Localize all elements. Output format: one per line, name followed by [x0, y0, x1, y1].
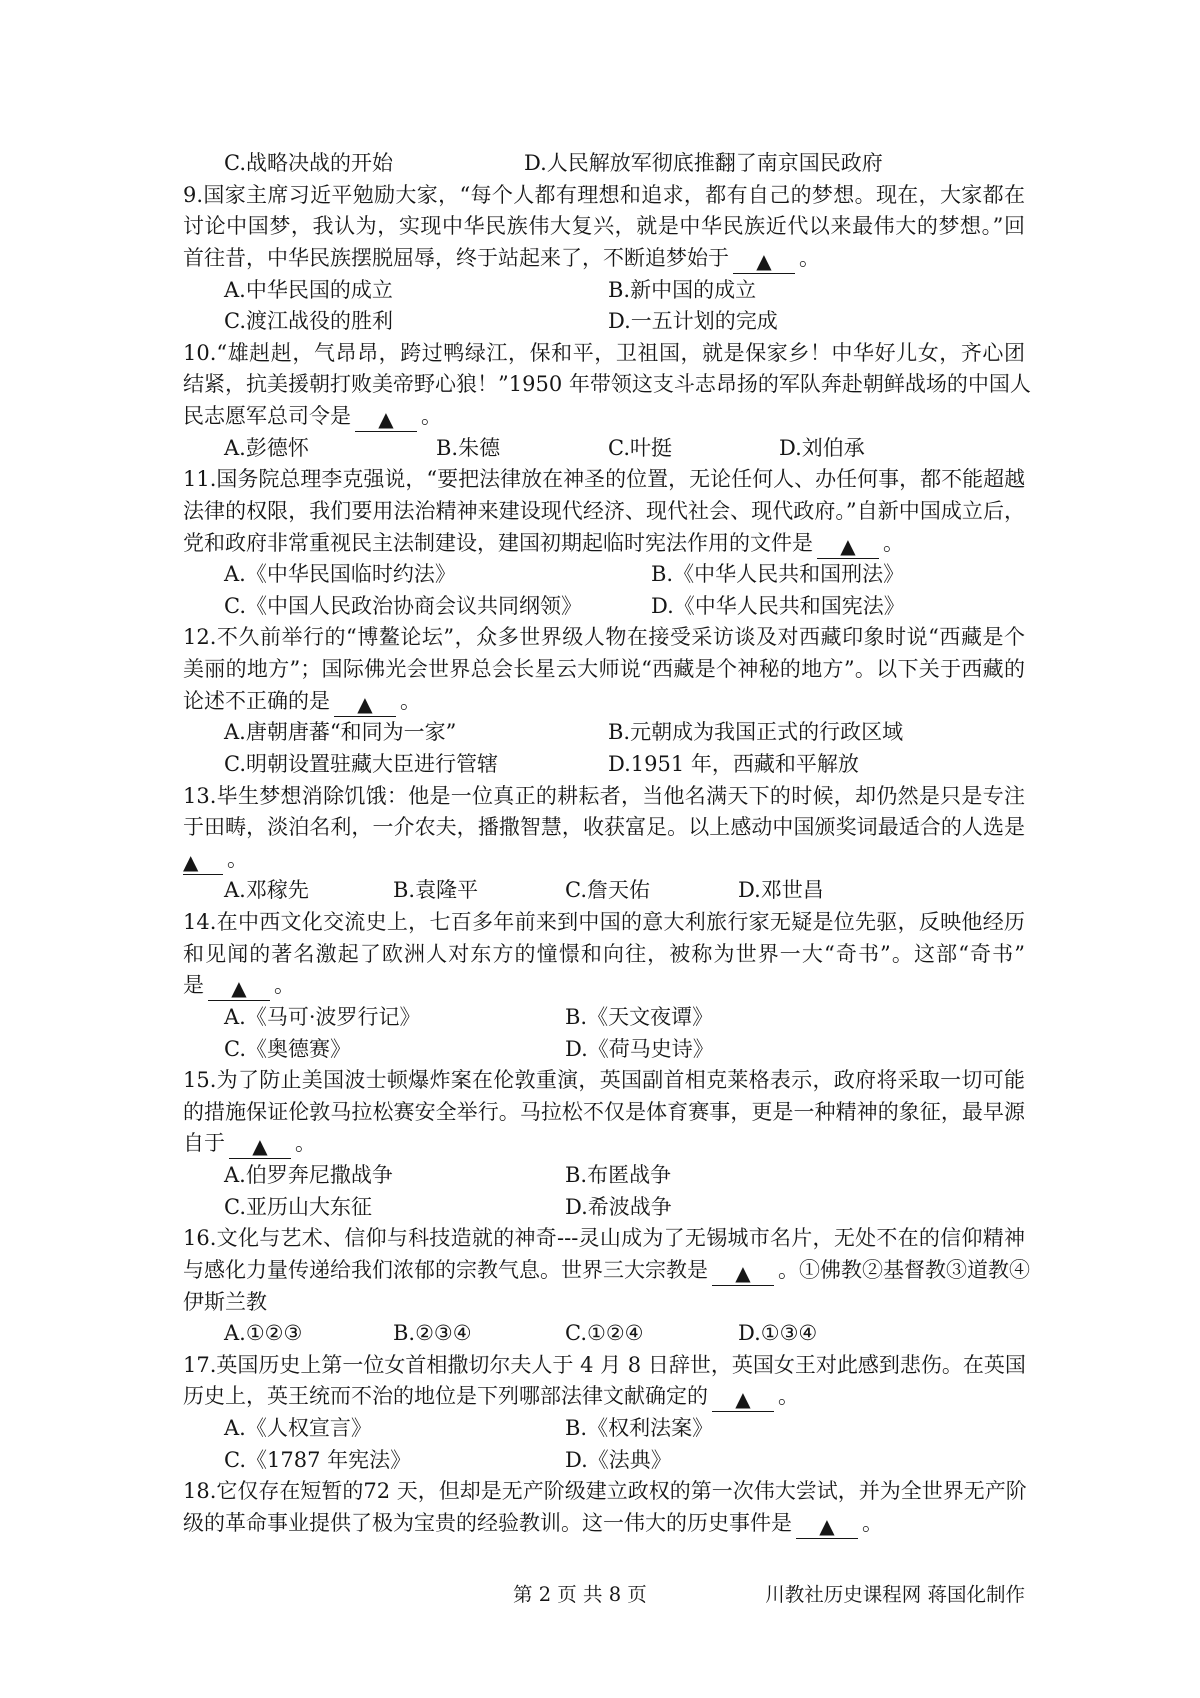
answer-option: D.《中华人民共和国宪法》 — [651, 593, 905, 618]
question-stem-line: 15.为了防止美国波士顿爆炸案在伦敦重演，英国副首相克莱格表示，政府将采取一切可能 — [183, 1068, 1025, 1093]
answer-option: B.元朝成为我国正式的行政区域 — [608, 720, 904, 745]
question-stem-line: 18.它仅存在短暂的72 天，但却是无产阶级建立政权的第一次伟大尝试，并为全世界无产阶 — [183, 1479, 1027, 1504]
blank-marker: ▲ — [378, 407, 394, 431]
question-stem-line — [183, 1128, 1025, 1160]
question-stem-line: 13.毕生梦想消除饥饿：他是一位真正的耕耘者，当他名满天下的时候，却仍然是只是专注 — [183, 783, 1025, 808]
question-17 — [183, 1350, 1025, 1477]
question-stem-line: 和见闻的著名激起了欧洲人对东方的憧憬和向往，被称为世界一大“奇书”。这部“奇书” — [183, 941, 1025, 966]
question-stem-line — [183, 528, 1025, 560]
answer-option: C.明朝设置驻藏大臣进行管辖 — [224, 751, 498, 776]
blank-marker: ▲ — [735, 1260, 751, 1285]
stem-text: 首往昔，中华民族摆脱屈辱，终于站起来了，不断追梦始于 — [183, 245, 729, 270]
answer-blank — [208, 976, 270, 1001]
options-row — [183, 1034, 1025, 1066]
question-12 — [183, 622, 1025, 780]
answer-option: B.②③④ — [393, 1321, 472, 1346]
stem-text: 级的革命事业提供了极为宝贵的经验教训。这一伟大的历史事件是 — [183, 1510, 792, 1535]
options-row — [183, 875, 1025, 907]
answer-option: D.1951 年，西藏和平解放 — [608, 751, 859, 776]
stem-text: 。 — [799, 245, 820, 270]
question-14 — [183, 907, 1025, 1065]
stem-text: 是 — [183, 973, 204, 998]
stem-text: 。 — [274, 973, 295, 998]
footer-credit: 川教社历史课程网 蒋国化制作 — [765, 1583, 1025, 1606]
stem-text: 党和政府非常重视民主法制建设，建国初期起临时宪法作用的文件是 — [183, 530, 813, 555]
answer-option: D.刘伯承 — [779, 435, 865, 460]
answer-option: A.①②③ — [224, 1321, 303, 1346]
question-10 — [183, 338, 1031, 465]
blank-marker: ▲ — [819, 1513, 835, 1538]
options-row — [183, 306, 1025, 338]
blank-marker: ▲ — [840, 533, 856, 558]
question-stem-line: 9.国家主席习近平勉励大家，“每个人都有理想和追求，都有自己的梦想。现在，大家都在 — [183, 182, 1025, 207]
options-row — [183, 1160, 1025, 1192]
answer-option: B.朱德 — [436, 435, 501, 460]
answer-blank — [817, 534, 879, 559]
answer-option: C.渡江战役的胜利 — [224, 309, 393, 334]
stem-text: 。 — [400, 688, 421, 713]
answer-option: C.詹天佑 — [565, 878, 650, 903]
question-stem-line — [183, 1508, 1025, 1540]
answer-option: C.战略决战的开始 — [224, 151, 393, 175]
answer-option: C.亚历山大东征 — [224, 1194, 372, 1219]
answer-option: B.《天文夜谭》 — [565, 1004, 714, 1029]
options-row — [183, 275, 1025, 307]
stem-text: 民志愿军总司令是 — [183, 404, 351, 428]
stem-text: 论述不正确的是 — [183, 688, 330, 713]
answer-blank — [334, 692, 396, 717]
answer-option: B.袁隆平 — [393, 878, 479, 903]
question-15 — [183, 1065, 1025, 1223]
answer-option: C.叶挺 — [608, 435, 672, 460]
question-stem-line: 伊斯兰教 — [183, 1289, 267, 1314]
question-16 — [183, 1223, 1030, 1350]
question-stem-line: 12.不久前举行的“博鳌论坛”，众多世界级人物在接受采访谈及对西藏印象时说“西藏是个 — [183, 625, 1025, 650]
question-stem-line — [183, 1255, 1030, 1287]
blank-marker: ▲ — [252, 1134, 268, 1159]
blank-marker: ▲ — [756, 248, 772, 273]
question-stem-line: 法律的权限，我们要用法治精神来建设现代经济、现代社会、现代政府。”自新中国成立后， — [183, 498, 1025, 523]
question-stem-line: 14.在中西文化交流史上，七百多年前来到中国的意大利旅行家无疑是位先驱，反映他经历 — [183, 910, 1025, 934]
question-stem-line — [183, 844, 1025, 876]
question-13 — [183, 781, 1025, 908]
answer-option: A.《人权宣言》 — [224, 1416, 372, 1440]
stem-text: 与感化力量传递给我们浓郁的宗教气息。世界三大宗教是 — [183, 1257, 708, 1282]
answer-option: B.新中国的成立 — [608, 277, 757, 302]
question-stem-line: 10.“雄赳赳，气昂昂，跨过鸭绿江，保和平，卫祖国，就是保家乡！中华好儿女，齐心团 — [183, 340, 1025, 365]
answer-blank — [796, 1514, 858, 1539]
options-row — [183, 1192, 1025, 1224]
answer-option: C.①②④ — [565, 1321, 644, 1346]
question-stem-line: 美丽的地方”；国际佛光会世界总会长星云大师说“西藏是个神秘的地方”。以下关于西藏的 — [183, 657, 1025, 681]
answer-option: B.《中华人民共和国刑法》 — [651, 562, 905, 587]
question-stem-line — [183, 686, 1025, 718]
question-stem-line: 16.文化与艺术、信仰与科技造就的神奇---灵山成为了无锡城市名片，无处不在的信仰精神 — [183, 1226, 1025, 1251]
answer-option: C.《中国人民政治协商会议共同纲领》 — [224, 593, 582, 618]
question-stem-line — [183, 401, 1025, 433]
answer-blank — [712, 1261, 774, 1286]
answer-option: C.《1787 年宪法》 — [224, 1447, 412, 1472]
stem-text: 。 — [778, 1384, 799, 1409]
blank-marker: ▲ — [183, 849, 199, 874]
stem-text: 。 — [295, 1131, 316, 1156]
stem-text: 自于 — [183, 1131, 225, 1156]
stem-text: 。 — [862, 1510, 883, 1535]
answer-option: D.《荷马史诗》 — [565, 1036, 714, 1061]
question-stem-line: 讨论中国梦，我认为，实现中华民族伟大复兴，就是中华民族近代以来最伟大的梦想。”回 — [183, 214, 1025, 239]
answer-option: B.布匿战争 — [565, 1163, 672, 1187]
options-row — [183, 1413, 1025, 1445]
options-row — [183, 433, 1025, 465]
answer-option: D.①③④ — [738, 1321, 818, 1346]
answer-option: B.《权利法案》 — [565, 1416, 714, 1440]
blank-marker: ▲ — [231, 976, 247, 1001]
question-9 — [183, 180, 1025, 338]
page-number: 第 2 页 共 8 页 — [513, 1583, 647, 1606]
stem-text: 。 — [227, 846, 248, 871]
answer-option: D.希波战争 — [565, 1194, 672, 1219]
answer-blank — [712, 1387, 774, 1412]
options-row — [183, 1002, 1025, 1034]
answer-option: D.人民解放军彻底推翻了南京国民政府 — [524, 151, 883, 175]
options-row — [183, 1318, 1025, 1350]
answer-blank — [183, 850, 223, 875]
answer-blank — [229, 1134, 291, 1159]
options-row — [183, 1445, 1025, 1477]
stem-text: 。 — [883, 530, 904, 555]
answer-option: D.一五计划的完成 — [608, 309, 778, 334]
answer-blank — [733, 249, 795, 274]
answer-option: D.邓世昌 — [738, 878, 824, 903]
question-18 — [183, 1476, 1025, 1539]
question-11 — [183, 464, 1025, 622]
question-stem-line: 于田畴，淡泊名利，一介农夫，播撒智慧，收获富足。以上感动中国颁奖词最适合的人选是 — [183, 815, 1025, 840]
question-stem-line: 11.国务院总理李克强说，“要把法律放在神圣的位置，无论任何人、办任何事，都不能超越 — [183, 467, 1026, 492]
answer-option: A.唐朝唐蕃“和同为一家” — [224, 720, 457, 745]
page-content — [183, 148, 1031, 1540]
question-stem-line: 的措施保证伦敦马拉松赛安全举行。马拉松不仅是体育赛事，更是一种精神的象征，最早源 — [183, 1099, 1025, 1124]
stem-text: 。①佛教②基督教③道教④ — [778, 1257, 1030, 1282]
question-stem-line: 17.英国历史上第一位女首相撒切尔夫人于 4 月 8 日辞世，英国女王对此感到悲伤。在英国 — [183, 1352, 1026, 1377]
answer-option: A.彭德怀 — [224, 435, 309, 460]
question-stem-line — [183, 970, 1025, 1002]
answer-option: A.伯罗奔尼撒战争 — [224, 1163, 393, 1187]
answer-option: A.中华民国的成立 — [224, 277, 393, 302]
options-row — [183, 559, 1025, 591]
question-stem-line: 结紧，抗美援朝打败美帝野心狼！”1950 年带领这支斗志昂扬的军队奔赴朝鲜战场的中国人 — [183, 372, 1031, 397]
answer-blank — [355, 407, 417, 432]
question-stem-line — [183, 1381, 1025, 1413]
stem-text: 历史上，英王统而不治的地位是下列哪部法律文献确定的 — [183, 1384, 708, 1409]
question-stem-line — [183, 243, 1025, 275]
answer-option: A.邓稼先 — [224, 878, 309, 903]
options-row — [183, 749, 1025, 781]
answer-option: D.《法典》 — [565, 1447, 672, 1472]
options-row-q8 — [183, 148, 1025, 180]
options-row — [183, 717, 1025, 749]
blank-marker: ▲ — [357, 691, 373, 716]
stem-text: 。 — [421, 404, 442, 428]
options-row — [183, 591, 1025, 623]
blank-marker: ▲ — [735, 1387, 751, 1412]
answer-option: A.《中华民国临时约法》 — [224, 562, 456, 587]
answer-option: A.《马可·波罗行记》 — [224, 1004, 421, 1029]
answer-option: C.《奥德赛》 — [224, 1036, 351, 1061]
